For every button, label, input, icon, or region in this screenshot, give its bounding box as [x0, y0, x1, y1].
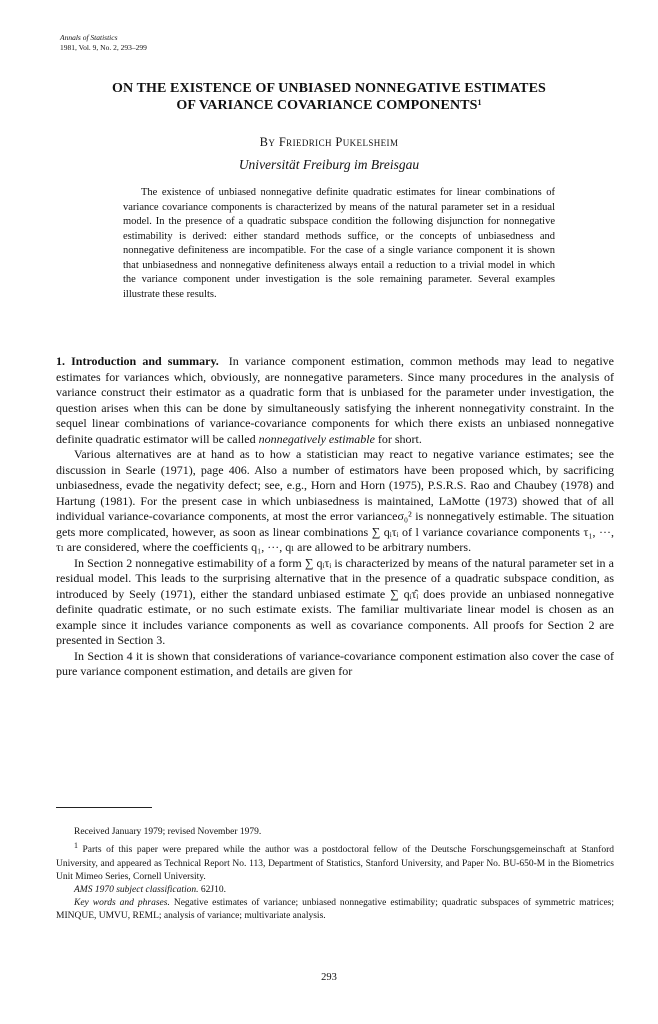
keywords-value: Negative estimates of variance; unbiased nonnegative estimability; quadratic subspaces of symmetric matrices; MINQUE, UMVU, REML; analysis of variance; multivariate analysis.: [56, 898, 614, 922]
paragraph-4: In Section 4 it is shown that considerations of variance-covariance component estimation also cover the case of pure variance component estimation, and details are given for: [56, 648, 614, 678]
author: By Friedrich Pukelsheim: [259, 135, 399, 149]
footnote-keywords: [56, 897, 614, 923]
footnote-1-text: Parts of this paper were prepared while the author was a postdoctoral fellow of the Deutsche Forschungsgemeinschaft at Stanford University, and appeared as Technical Report No. 113, Department of Statistics, Stanford University, and Paper No. BU-650-M in the Biometrics Unit Mimeo Series, Cornell University.: [56, 845, 615, 882]
paragraph-1-text: In variance component estimation, common methods may lead to negative estimates for variances which, obviously, are nonnegative parameters. Since many procedures in the analysis of variance construct their estimator as a quadratic form that is unbiased for the parameter under investigation, the question arises when this can be done by simultaneously satisfying the inherent nonnegativity constraint. In the sequel linear combinations of variance-covariance components for which there exists an unbiased nonnegative definite quadratic estimator will be called: [56, 354, 614, 446]
footnote-1: [56, 839, 614, 884]
footnote-received: Received January 1979; revised November 1979.: [74, 827, 262, 837]
title-line-2-text: OF VARIANCE COVARIANCE COMPONENTS: [176, 98, 478, 113]
title-line-2: [40, 97, 618, 114]
footnote-ams: [56, 884, 614, 897]
journal-name: Annals of Statistics: [60, 33, 118, 42]
page-number: 293: [321, 972, 337, 983]
paragraph-2: Various alternatives are at hand as to how a statistician may react to negative variance estimates; see the discussion in Searle (1971), page 406. Also a number of estimators have been proposed which, by sacrificing unbiasedness, evade the negativity defect; see, e.g., Horn and Horn (1975), P.S.R.S. Rao and Chaubey (1978) and Hartung (1981). For the present case in which unbiasedness is maintained, LaMotte (1973) showed that of all individual variance-covariance components, at most the error varianceσ₀² is nonnegatively estimable. The situation gets more complicated, however, as soon as linear combinations ∑ qᵢτᵢ of l variance covariance components τ₁, ···, τₗ are considered, where the coefficients q₁, ···, qₗ are allowed to be arbitrary numbers.: [56, 447, 614, 554]
paragraph-1: [56, 354, 614, 447]
affiliation: Universität Freiburg im Breisgau: [238, 157, 420, 172]
ams-label: AMS 1970 subject classification.: [74, 884, 199, 895]
keywords-label: Key words and phrases.: [74, 898, 170, 909]
term-nonnegatively-estimable: nonnegatively estimable: [258, 431, 375, 446]
abstract: The existence of unbiased nonnegative definite quadratic estimates for linear combinations of variance covariance components is characterized by means of the natural parameter set in a residual model. In the presence of a quadratic subspace condition the following disjunction for nonnegative estimability is derived: either standard methods suffice, or the concepts of unbiasedness and nonnegative definiteness are incompatible. For the case of a single variance component it is shown that unbiasedness and nonnegative definiteness always entail a reduction to a trivial model in which the variance component under investigation is the sole remaining parameter. Several examples illustrate these results.: [123, 187, 555, 300]
journal-volume: 1981, Vol. 9, No. 2, 293–299: [60, 42, 147, 52]
paragraph-1-end: for short.: [377, 431, 422, 446]
title-line-1: ON THE EXISTENCE OF UNBIASED NONNEGATIVE ESTIMATES: [112, 81, 546, 96]
section-introduction: [56, 354, 614, 680]
footnotes: [56, 826, 614, 924]
ams-value: 62J10.: [200, 884, 226, 895]
paper-title: [40, 80, 618, 114]
journal-header: [60, 33, 147, 52]
footnote-divider: [56, 807, 152, 808]
paragraph-3: In Section 2 nonnegative estimability of a form ∑ qᵢτᵢ is characterized by means of the natural parameter set in a residual model. This leads to the surprising alternative that in the presence of a quadratic subspace condition, as introduced by Seely (1971), either the standard unbiased estimate ∑ qᵢτ̂ᵢ does provide an unbiased nonnegative definite quadratic estimate, or no such estimate exists. The familiar multivariate linear model is chosen as an example since it includes variance components as well as covariance components. All proofs for Section 2 are presented in Section 3.: [56, 555, 614, 647]
footnote-1-mark: 1: [74, 841, 78, 851]
section-heading: 1. Introduction and summary.: [56, 354, 219, 368]
title-footnote-mark: 1: [477, 98, 482, 107]
